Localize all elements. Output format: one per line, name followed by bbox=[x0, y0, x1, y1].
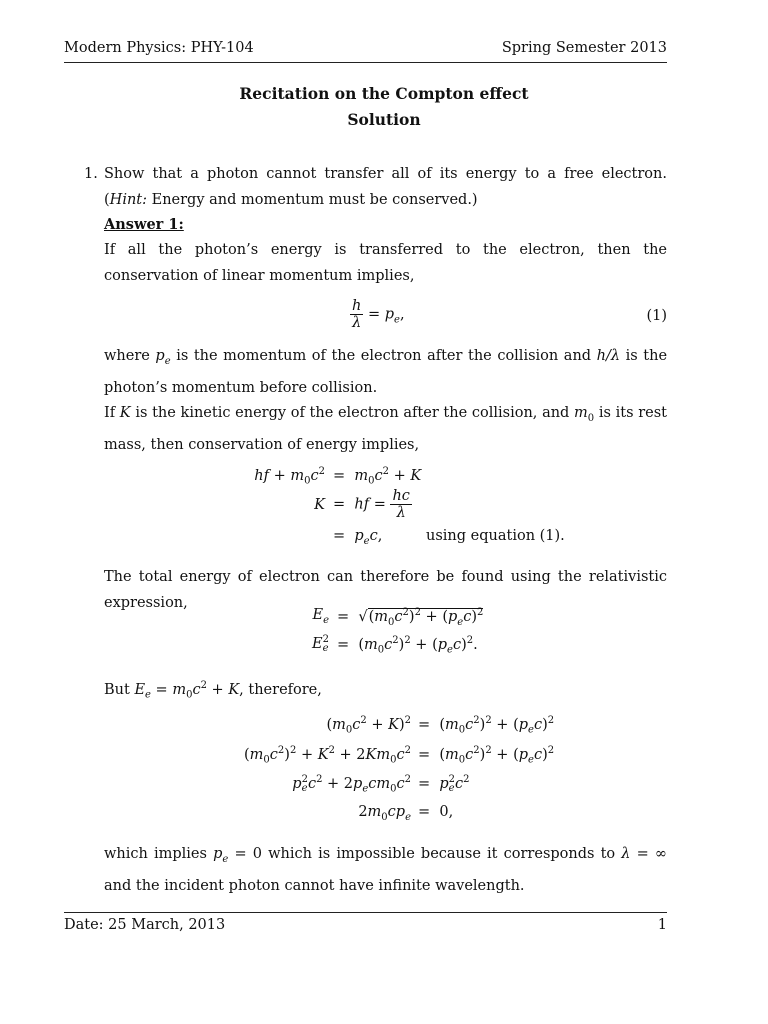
hint-label: Hint: bbox=[109, 192, 148, 208]
eq-deriv-lhs-3: p 2 e $c^2 + 2p_ecm_0c^2$ bbox=[292, 773, 411, 795]
footer-date: Date: 25 March, 2013 bbox=[64, 917, 226, 933]
eq-rel-lhs-1: $E_e$ bbox=[312, 607, 329, 626]
eq-deriv-rhs-4: = 0, bbox=[418, 804, 454, 820]
footer-rule bbox=[64, 912, 667, 913]
header-rule bbox=[64, 62, 667, 63]
eq-deriv-rhs-2: = $(m_0c^2)^2 + (p_ec)^2$ bbox=[418, 745, 555, 766]
answer-paragraph-2: where $p_e$ is the momentum of the electron after the collision and h/λ is the photon’s momentum before collision. bbox=[104, 348, 668, 396]
page-number: 1 bbox=[657, 917, 667, 933]
answer-paragraph-3: If K is the kinetic energy of the electron after the collision, and $m_0$ is its rest mass, then conservation of energy implies, bbox=[104, 405, 667, 453]
eq-energy-rhs-2: = hf = $\frac{hc}{\lambda}$ bbox=[333, 488, 410, 521]
eq-rel-rhs-1: = $√(m_0c^2)^2 + (p_ec)^2$ bbox=[337, 607, 484, 628]
eq-deriv-rhs-3: = p 2 e $c^2$ bbox=[418, 773, 470, 794]
eq-energy-rhs-3: = $p_ec$, bbox=[333, 528, 383, 547]
eq-deriv-lhs-4: $2m_0cp_e$ bbox=[358, 804, 411, 823]
answer-paragraph-4: The total energy of electron can therefore be found using the relativistic expression, bbox=[104, 569, 667, 611]
document-subtitle: Solution bbox=[347, 110, 421, 129]
problem-number: 1. bbox=[84, 166, 98, 182]
running-footer bbox=[64, 917, 667, 935]
equation-1-number: (1) bbox=[646, 308, 667, 324]
equation-1: $\frac{h}{\lambda}$ = $p_e$, bbox=[352, 298, 405, 331]
answer-paragraph-1: If all the photon’s energy is transferred to the electron, then the conservation of linear momentum implies, bbox=[104, 242, 667, 284]
eq-deriv-lhs-2: $(m_0c^2)^2 + K^2 + 2Km_0c^2$ bbox=[244, 745, 411, 766]
eq-using-note: using equation (1). bbox=[426, 528, 565, 544]
document-title: Recitation on the Compton effect bbox=[239, 84, 529, 103]
course-title: Modern Physics: PHY-104 bbox=[64, 40, 254, 56]
eq-deriv-lhs-1: $(m_0c^2 + K)^2$ bbox=[326, 715, 411, 736]
answer-label: Answer 1: bbox=[104, 216, 184, 233]
eq-energy-lhs-2: K bbox=[314, 497, 325, 513]
answer-paragraph-5: But $E_e = m_0c^2 + K$, therefore, bbox=[104, 680, 322, 701]
eq-energy-lhs-1: hf + $m_0c^2$ bbox=[254, 466, 325, 487]
eq-energy-rhs-1: = $m_0c^2 + K$ bbox=[333, 466, 422, 487]
answer-paragraph-6: which implies $p_e = 0$ which is impossible because it corresponds to λ = ∞ and the incident photon cannot have infinite wavelength. bbox=[104, 846, 668, 894]
eq-rel-lhs-2: E 2 e bbox=[312, 634, 329, 654]
semester: Spring Semester 2013 bbox=[501, 40, 667, 56]
running-header bbox=[64, 40, 667, 58]
eq-rel-rhs-2: = $(m_0c^2)^2 + (p_ec)^2$. bbox=[337, 635, 478, 656]
problem-statement: Show that a photon cannot transfer all of its energy to a free electron. (Hint: Energy and momentum must be conserved.) bbox=[104, 166, 667, 208]
eq-deriv-rhs-1: = $(m_0c^2)^2 + (p_ec)^2$ bbox=[418, 715, 555, 736]
